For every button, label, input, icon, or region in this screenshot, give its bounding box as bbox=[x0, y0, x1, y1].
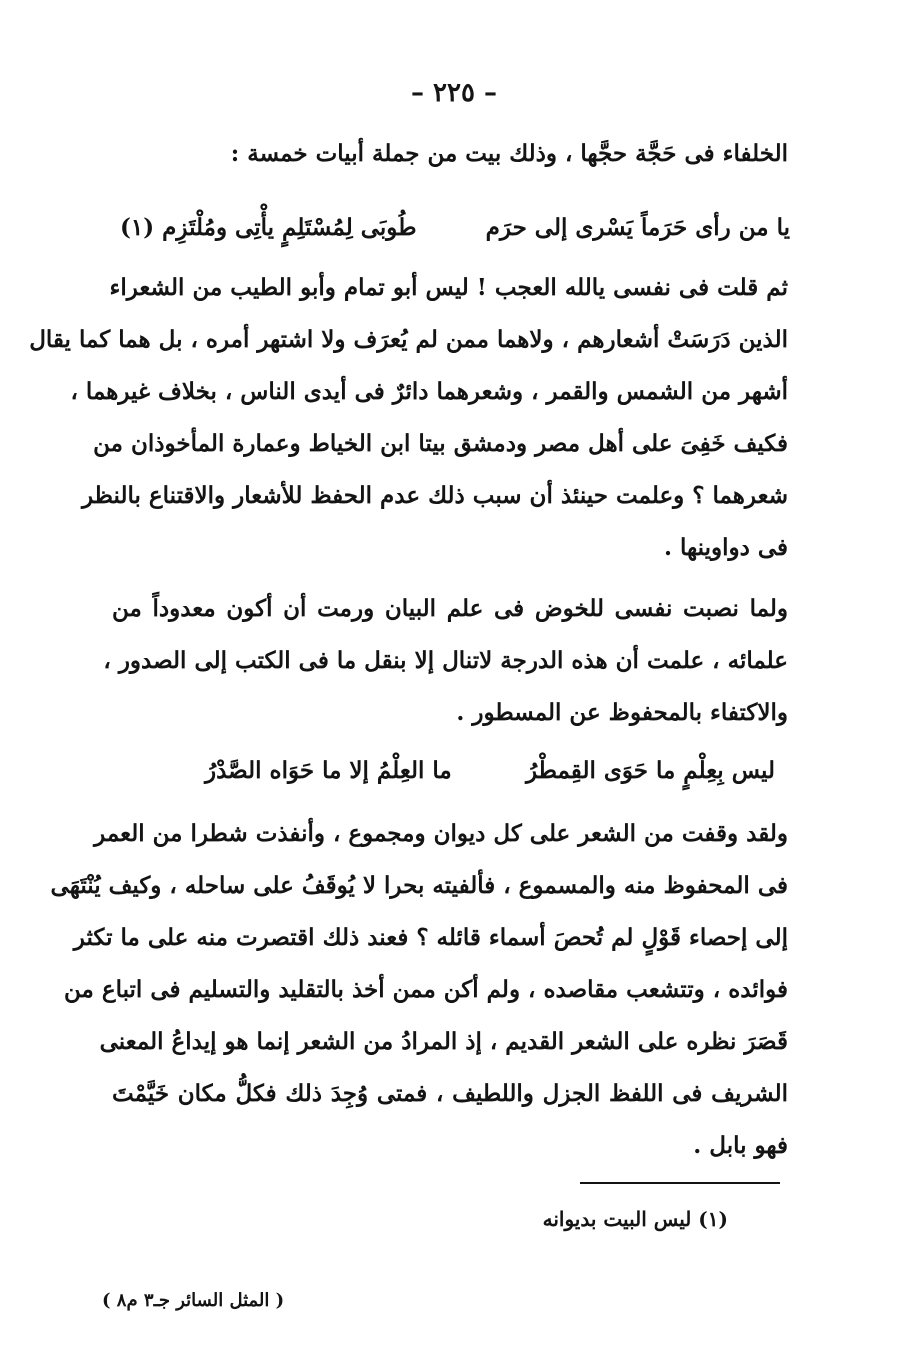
paragraph-line: الذين دَرَسَتْ أشعارهم ، ولاهما ممن لم يُعرَف ولا اشتهر أمره ، بل هما كما يقال bbox=[29, 326, 788, 353]
footnote: (١) ليس البيت بديوانه bbox=[542, 1207, 728, 1231]
verse-1 bbox=[120, 202, 790, 254]
paragraph-3 bbox=[50, 808, 788, 1172]
paragraph-line: فى المحفوظ منه والمسموع ، فألفيته بحرا لا يُوقَفُ على ساحله ، وكيف يُنْتَهَى bbox=[50, 872, 788, 899]
paragraph-line: فوائده ، وتتشعب مقاصده ، ولم أكن ممن أخذ بالتقليد والتسليم فى اتباع من bbox=[64, 976, 788, 1003]
paragraph-line: والاكتفاء بالمحفوظ عن المسطور . bbox=[456, 699, 788, 726]
paragraph-line: شعرهما ؟ وعلمت حينئذ أن سبب ذلك عدم الحفظ للأشعار والاقتناع بالنظر bbox=[81, 482, 788, 509]
verse-1-left-hemistich: طُوبَى لِمُسْتَلِمٍ يأْتِى ومُلْتَزِم (١) bbox=[120, 214, 417, 241]
paragraph-line: قَصَرَ نظره على الشعر القديم ، إذ المرادُ من الشعر إنما هو إيداعُ المعنى bbox=[99, 1028, 788, 1055]
verse-2-right-hemistich: ليس بِعِلْمٍ ما حَوَى القِمطْرُ bbox=[525, 757, 775, 784]
paragraph-line: فكيف خَفِىَ على أهل مصر ودمشق بيتا ابن الخياط وعمارة المأخوذان من bbox=[93, 430, 788, 457]
page-number: – ٢٢٥ – bbox=[410, 78, 498, 108]
printer-signature: ( المثل السائر جـ٣ م٨ ) bbox=[102, 1290, 285, 1311]
paragraph-1 bbox=[29, 262, 788, 574]
paragraph-line: إلى إحصاء قَوْلٍ لم تُحصَ أسماء قائله ؟ فعند ذلك اقتصرت منه على ما تكثر bbox=[73, 924, 788, 951]
verse-2 bbox=[205, 745, 775, 797]
verse-1-right-hemistich: يا من رأى حَرَماً يَسْرى إلى حرَم bbox=[485, 214, 790, 241]
paragraph-line: ثم قلت فى نفسى يالله العجب ! ليس أبو تمام وأبو الطيب من الشعراء bbox=[109, 274, 788, 301]
paragraph-line: ولقد وقفت من الشعر على كل ديوان ومجموع ، وأنفذت شطرا من العمر bbox=[94, 820, 788, 847]
text-line: الخلفاء فى حَجَّة حجَّها ، وذلك بيت من جملة أبيات خمسة : bbox=[230, 140, 788, 167]
verse-2-left-hemistich: ما العِلْمُ إلا ما حَوَاه الصَّدْرُ bbox=[205, 757, 452, 784]
paragraph-line: الشريف فى اللفظ الجزل واللطيف ، فمتى وُجِدَ ذلك فكلُّ مكان خَيَّمْتَ bbox=[112, 1080, 788, 1107]
paragraph-line: أشهر من الشمس والقمر ، وشعرهما دائرٌ فى أيدى الناس ، بخلاف غيرهما ، bbox=[70, 378, 788, 405]
paragraph-line: علمائه ، علمت أن هذه الدرجة لاتنال إلا بنقل ما فى الكتب إلى الصدور ، bbox=[103, 647, 788, 674]
paragraph-line: فى دواوينها . bbox=[664, 534, 788, 561]
footnote-divider bbox=[580, 1182, 780, 1184]
paragraph-line: ولما نصبت نفسى للخوض فى علم البيان ورمت أن أكون معدوداً من bbox=[112, 595, 788, 622]
intro-line bbox=[112, 128, 788, 180]
paragraph-2 bbox=[103, 583, 788, 739]
paragraph-line: فهو بابل . bbox=[693, 1132, 788, 1159]
